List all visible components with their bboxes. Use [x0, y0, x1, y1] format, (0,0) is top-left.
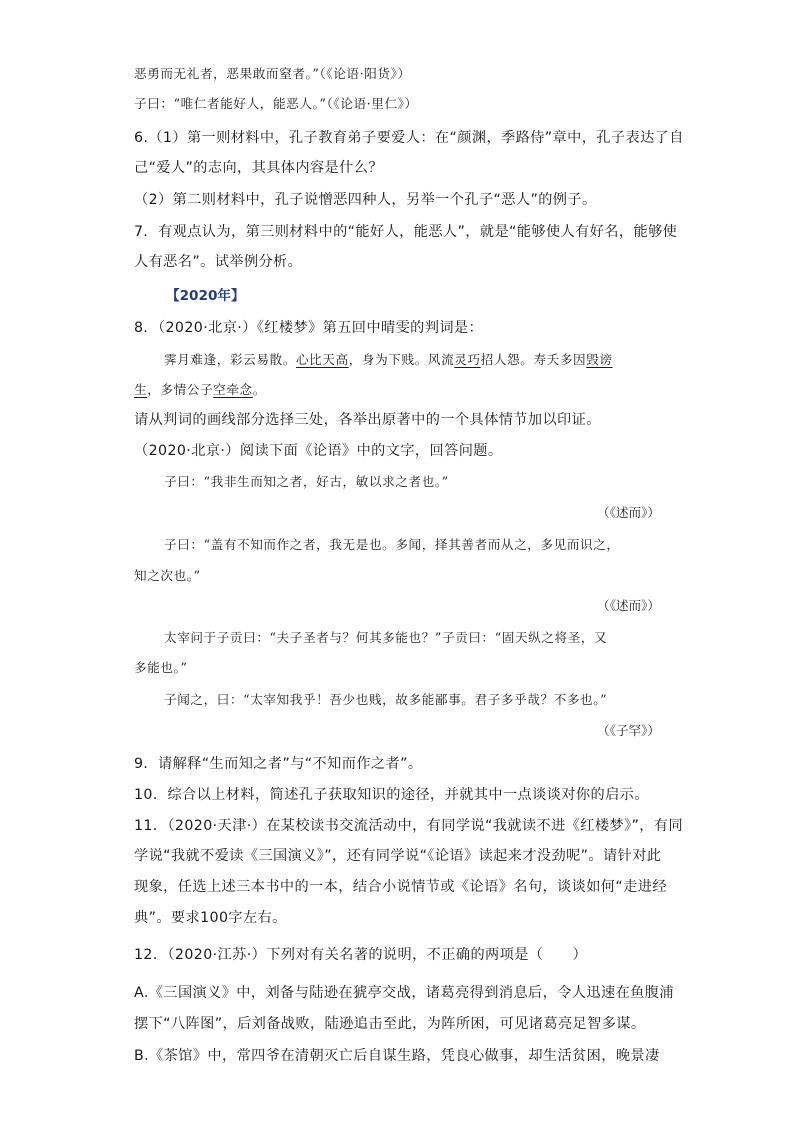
classical-quote-line: 恶勇而无礼者，恶果敢而窒者。”（《论语·阳货》）	[134, 66, 411, 81]
option-a: A.《三国演义》中，刘备与陆逊在猇亭交战，诸葛亮得到消息后，令人迅速在鱼腹浦	[134, 985, 674, 1001]
analects-quote-4: 子闻之，曰：“太宰知我乎！吾少也贱，故多能鄙事。君子多乎哉？不多也。”	[164, 692, 608, 707]
reading-intro: （2020·北京·）阅读下面《论语》中的文字，回答问题。	[134, 443, 503, 459]
year-heading-2020: 【2020年】	[166, 288, 245, 304]
verdict-underlined-phrase: 空牵念	[213, 382, 253, 397]
source-citation: （《述而》）	[597, 505, 660, 520]
verdict-text: ，多情公子	[147, 382, 214, 397]
question-6-part-1-cont: 己“爱人”的志向，其具体内容是什么？	[134, 160, 383, 176]
option-b: B.《茶馆》中，常四爷在清朝灭亡后自谋生路，凭良心做事，却生活贫困，晚景凄	[134, 1048, 660, 1064]
qingwen-verdict-line-2	[134, 380, 266, 400]
question-11-cont: 典”。要求100字左右。	[134, 910, 287, 926]
verdict-text: 。	[252, 382, 266, 397]
verdict-text: ，身为下贱。风流	[348, 352, 455, 367]
question-11-cont: 现象，任选上述三本书中的一本，结合小说情节或《论语》名句，谈谈如何“走进经	[134, 879, 667, 895]
question-7: 7．有观点认为，第三则材料中的“能好人，能恶人”，就是“能够使人有好名，能够使	[134, 224, 678, 240]
analects-quote-3: 太宰问于子贡曰：“夫子圣者与？何其多能也？”子贡曰：“固天纵之将圣，又	[164, 630, 608, 645]
verdict-text: 霁月难逢，彩云易散。	[164, 352, 296, 367]
verdict-text: 招人怨。寿夭多因	[480, 352, 587, 367]
question-8: 8．（2020·北京·）《红楼梦》第五回中晴雯的判词是：	[134, 320, 484, 336]
analects-quote-3-cont: 多能也。”	[134, 660, 188, 675]
classical-quote-line: 子曰：“唯仁者能好人，能恶人。”（《论语·里仁》）	[134, 96, 418, 111]
question-11-cont: 学说“我就不爱读《三国演义》”，还有同学说“《论语》读起来才没劲呢”。请针对此	[134, 848, 662, 864]
question-8-instruction: 请从判词的画线部分选择三处，各举出原著中的一个具体情节加以印证。	[134, 412, 601, 428]
verdict-underlined-phrase: 毁谤	[586, 352, 613, 367]
question-11: 11．（2020·天津·）在某校读书交流活动中，有同学说“我就读不进《红楼梦》”，有同	[134, 818, 684, 834]
analects-quote-1: 子曰：“我非生而知之者，好古，敏以求之者也。”	[164, 474, 449, 489]
qingwen-verdict-line-1	[164, 350, 613, 370]
question-9: 9．请解释“生而知之者”与“不知而作之者”。	[134, 756, 423, 772]
source-citation: （《述而》）	[597, 598, 660, 613]
verdict-underlined-phrase: 生	[134, 382, 148, 397]
analects-quote-2: 子曰：“盖有不知而作之者，我无是也。多闻，择其善者而从之，多见而识之，	[164, 537, 620, 552]
verdict-underlined-phrase: 灵巧	[454, 352, 481, 367]
verdict-underlined-phrase: 心比天高	[295, 352, 349, 367]
option-a-cont: 摆下“八阵图”，后刘备战败，陆逊追击至此，为阵所困，可见诸葛亮足智多谋。	[134, 1016, 646, 1032]
source-citation: （《子罕》）	[597, 723, 660, 738]
question-10: 10．综合以上材料，简述孔子获取知识的途径，并就其中一点谈谈对你的启示。	[134, 787, 649, 803]
analects-quote-2-cont: 知之次也。”	[134, 568, 201, 583]
question-6-part-1: 6.（1）第一则材料中，孔子教育弟子要爱人：在“颜渊，季路侍”章中，孔子表达了自	[134, 130, 684, 146]
question-6-part-2: （2）第二则材料中，孔子说憎恶四种人，另举一个孔子“恶人”的例子。	[134, 192, 597, 208]
question-7-cont: 人有恶名”。试举例分析。	[134, 254, 303, 270]
question-12: 12．（2020·江苏·）下列对有关名著的说明，不正确的两项是（ ）	[134, 947, 588, 963]
